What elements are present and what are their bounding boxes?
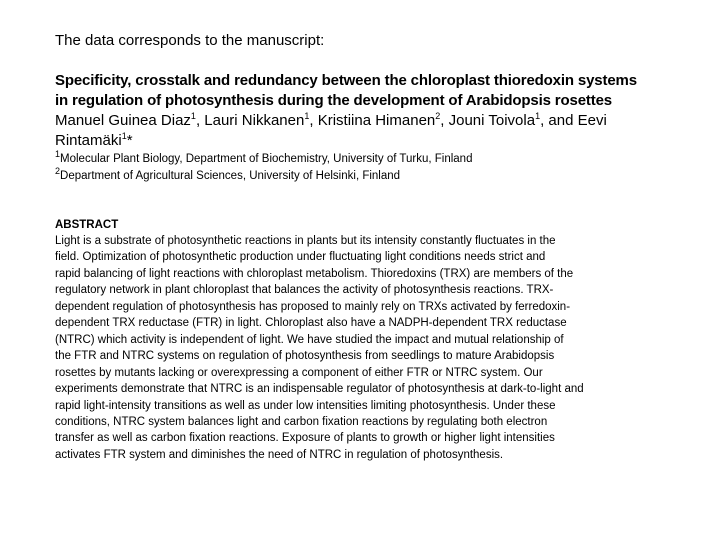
abstract-line: the FTR and NTRC systems on regulation of photosynthesis from seedlings to mature Arabidopsis (55, 350, 555, 363)
abstract-line: conditions, NTRC system balances light and carbon fixation reactions by regulating both electron (55, 415, 548, 428)
author-separator: , (440, 112, 449, 129)
author-name: Manuel Guinea Diaz (55, 112, 191, 129)
abstract-line: dependent TRX reductase (FTR) in light. Chloroplast also have a NADPH-dependent TRX reductase (55, 317, 567, 330)
manuscript-slide (55, 31, 667, 463)
affiliation (55, 168, 667, 185)
affiliation-text: Molecular Plant Biology, Department of Biochemistry, University of Turku, Finland (60, 153, 473, 165)
author-name: Jouni Toivola (448, 112, 536, 129)
abstract-line: (NTRC) which activity is independent of light. We have studied the impact and mutual relationship of (55, 333, 564, 346)
author-affiliation-mark: 1 (304, 111, 310, 121)
author-separator: , (309, 112, 318, 129)
abstract-line: transfer as well as carbon fixation reactions. Exposure of plants to growth or higher light intensities (55, 432, 555, 445)
intro-text: The data corresponds to the manuscript: (55, 32, 325, 49)
affiliation-text: Department of Agricultural Sciences, University of Helsinki, Finland (60, 170, 401, 182)
author-separator: , and (540, 112, 578, 129)
abstract-line: regulatory network in plant chloroplast that balances the activity of photosynthesis reactions. TRX- (55, 284, 554, 297)
author-affiliation-mark: 1 (121, 131, 127, 141)
title-line: in regulation of photosynthesis during the development of Arabidopsis rosettes (55, 92, 612, 109)
author-name: Eevi Rintamäki (55, 112, 607, 149)
spacer (55, 51, 667, 71)
author-affiliation-mark: 2 (435, 111, 441, 121)
author-separator: , (195, 112, 205, 129)
author-name: Lauri Nikkanen (204, 112, 305, 129)
abstract-section (55, 217, 667, 463)
author-separator: * (126, 132, 133, 149)
title-line: Specificity, crosstalk and redundancy between the chloroplast thioredoxin systems (55, 72, 637, 89)
author-affiliation-mark: 1 (190, 111, 196, 121)
affiliation (55, 151, 667, 168)
abstract-line: rosettes by mutants lacking or overexpressing a component of either FTR or NTRC system. Our (55, 366, 543, 379)
abstract-line: Light is a substrate of photosynthetic reactions in plants but its intensity constantly fluctuates in the (55, 235, 556, 247)
author-name: Kristiina Himanen (317, 112, 436, 129)
abstract-line: activates FTR system and diminishes the need of NTRC in regulation of photosynthesis. (55, 448, 504, 461)
author-list (55, 111, 667, 151)
abstract-line: experiments demonstrate that NTRC is an indispensable regulator of photosynthesis at dark-to-light and (55, 383, 584, 396)
abstract-heading: ABSTRACT (55, 219, 119, 231)
manuscript-title (55, 71, 667, 111)
abstract-line: dependent regulation of photosynthesis has proposed to mainly rely on TRXs activated by ferredoxin- (55, 300, 571, 313)
abstract-line: rapid light-intensity transitions as well as under low intensities limiting photosynthesis. Under these (55, 399, 556, 412)
abstract-line: rapid balancing of light reactions with chloroplast metabolism. Thioredoxins (TRX) are members of the (55, 267, 574, 280)
affiliation-number: 1 (55, 149, 61, 160)
abstract-line: field. Optimization of photosynthetic production under fluctuating light conditions needs strict and (55, 251, 546, 264)
author-affiliation-mark: 1 (535, 111, 541, 121)
affiliation-number: 2 (55, 166, 61, 177)
